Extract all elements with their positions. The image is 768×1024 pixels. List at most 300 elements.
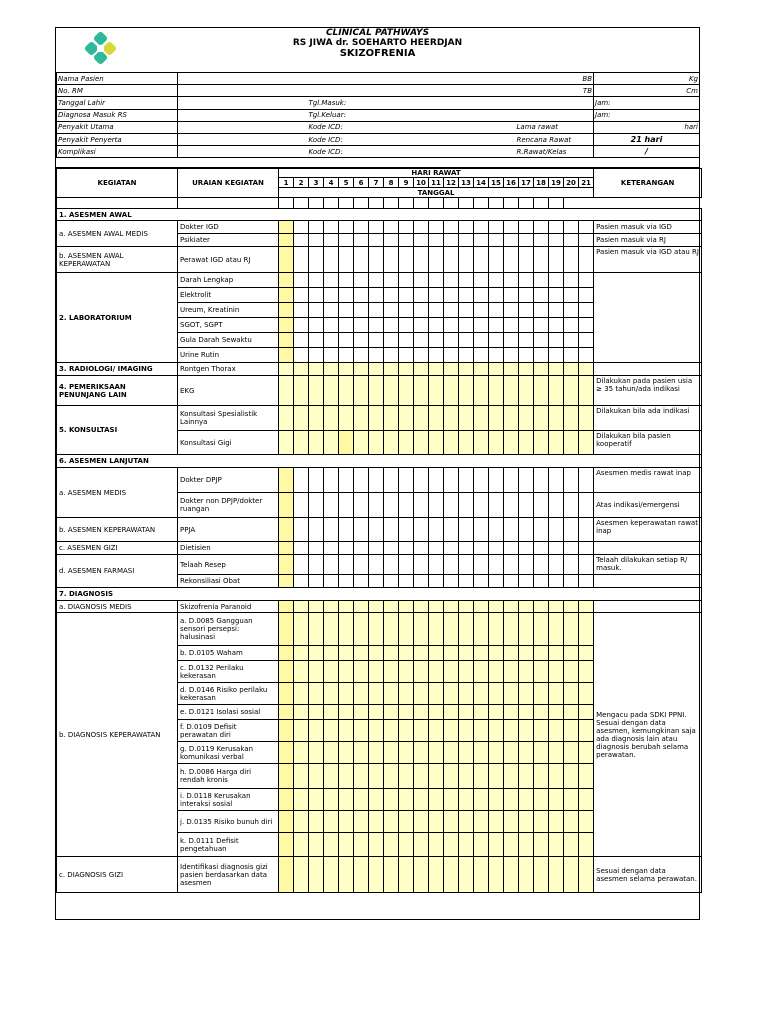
day-cell-4[interactable]	[324, 493, 339, 518]
day-cell-1[interactable]	[279, 318, 294, 333]
day-cell-16[interactable]	[504, 683, 519, 705]
day-cell-1[interactable]	[279, 376, 294, 406]
day-cell-16[interactable]	[504, 555, 519, 575]
day-cell-13[interactable]	[459, 661, 474, 683]
day-cell-2[interactable]	[294, 555, 309, 575]
day-cell-19[interactable]	[549, 575, 564, 588]
day-cell-9[interactable]	[399, 518, 414, 542]
day-cell-13[interactable]	[459, 431, 474, 455]
day-cell-6[interactable]	[354, 555, 369, 575]
day-cell-9[interactable]	[399, 789, 414, 811]
day-cell-16[interactable]	[504, 318, 519, 333]
day-cell-12[interactable]	[444, 273, 459, 288]
day-cell-17[interactable]	[519, 613, 534, 646]
day-cell-19[interactable]	[549, 318, 564, 333]
day-cell-8[interactable]	[384, 234, 399, 247]
day-cell-10[interactable]	[414, 789, 429, 811]
day-cell-20[interactable]	[564, 613, 579, 646]
day-cell-14[interactable]	[474, 833, 489, 857]
day-cell-9[interactable]	[399, 833, 414, 857]
day-cell-12[interactable]	[444, 705, 459, 720]
day-cell-21[interactable]	[579, 493, 594, 518]
day-cell-10[interactable]	[414, 857, 429, 893]
day-cell-11[interactable]	[429, 234, 444, 247]
day-cell-2[interactable]	[294, 764, 309, 789]
day-cell-20[interactable]	[564, 811, 579, 833]
day-cell-19[interactable]	[549, 857, 564, 893]
day-cell-2[interactable]	[294, 288, 309, 303]
day-cell-10[interactable]	[414, 288, 429, 303]
day-cell-13[interactable]	[459, 273, 474, 288]
day-cell-2[interactable]	[294, 789, 309, 811]
day-cell-11[interactable]	[429, 789, 444, 811]
day-cell-8[interactable]	[384, 613, 399, 646]
day-cell-6[interactable]	[354, 431, 369, 455]
day-cell-9[interactable]	[399, 468, 414, 493]
day-cell-20[interactable]	[564, 661, 579, 683]
day-cell-16[interactable]	[504, 811, 519, 833]
day-cell-2[interactable]	[294, 613, 309, 646]
day-cell-4[interactable]	[324, 273, 339, 288]
day-cell-4[interactable]	[324, 431, 339, 455]
day-cell-9[interactable]	[399, 764, 414, 789]
day-cell-1[interactable]	[279, 742, 294, 764]
day-cell-5[interactable]	[339, 273, 354, 288]
day-cell-15[interactable]	[489, 811, 504, 833]
day-cell-5[interactable]	[339, 764, 354, 789]
day-cell-13[interactable]	[459, 857, 474, 893]
day-cell-19[interactable]	[549, 234, 564, 247]
day-cell-21[interactable]	[579, 431, 594, 455]
day-cell-11[interactable]	[429, 542, 444, 555]
day-cell-15[interactable]	[489, 720, 504, 742]
day-cell-20[interactable]	[564, 348, 579, 363]
day-cell-6[interactable]	[354, 288, 369, 303]
day-cell-11[interactable]	[429, 333, 444, 348]
tanggal-cell[interactable]	[504, 198, 519, 209]
day-cell-5[interactable]	[339, 234, 354, 247]
day-cell-6[interactable]	[354, 348, 369, 363]
day-cell-11[interactable]	[429, 764, 444, 789]
day-cell-6[interactable]	[354, 661, 369, 683]
day-cell-1[interactable]	[279, 542, 294, 555]
day-cell-18[interactable]	[534, 542, 549, 555]
day-cell-16[interactable]	[504, 518, 519, 542]
day-cell-7[interactable]	[369, 575, 384, 588]
day-cell-10[interactable]	[414, 431, 429, 455]
day-cell-15[interactable]	[489, 833, 504, 857]
day-cell-19[interactable]	[549, 333, 564, 348]
tanggal-cell[interactable]	[309, 198, 324, 209]
day-cell-5[interactable]	[339, 613, 354, 646]
day-cell-7[interactable]	[369, 273, 384, 288]
day-cell-18[interactable]	[534, 857, 549, 893]
day-cell-1[interactable]	[279, 273, 294, 288]
day-cell-11[interactable]	[429, 493, 444, 518]
day-cell-11[interactable]	[429, 683, 444, 705]
day-cell-21[interactable]	[579, 857, 594, 893]
day-cell-3[interactable]	[309, 303, 324, 318]
day-cell-17[interactable]	[519, 705, 534, 720]
day-cell-9[interactable]	[399, 857, 414, 893]
day-cell-9[interactable]	[399, 575, 414, 588]
day-cell-2[interactable]	[294, 518, 309, 542]
day-cell-6[interactable]	[354, 833, 369, 857]
day-cell-7[interactable]	[369, 303, 384, 318]
day-cell-12[interactable]	[444, 518, 459, 542]
day-cell-17[interactable]	[519, 857, 534, 893]
day-cell-16[interactable]	[504, 646, 519, 661]
day-cell-12[interactable]	[444, 683, 459, 705]
day-cell-11[interactable]	[429, 833, 444, 857]
day-cell-21[interactable]	[579, 646, 594, 661]
tanggal-cell[interactable]	[57, 198, 178, 209]
day-cell-1[interactable]	[279, 833, 294, 857]
day-cell-20[interactable]	[564, 493, 579, 518]
day-cell-14[interactable]	[474, 683, 489, 705]
day-cell-7[interactable]	[369, 234, 384, 247]
day-cell-2[interactable]	[294, 247, 309, 273]
day-cell-16[interactable]	[504, 857, 519, 893]
day-cell-4[interactable]	[324, 705, 339, 720]
day-cell-13[interactable]	[459, 683, 474, 705]
day-cell-15[interactable]	[489, 857, 504, 893]
day-cell-10[interactable]	[414, 468, 429, 493]
day-cell-18[interactable]	[534, 318, 549, 333]
day-cell-10[interactable]	[414, 303, 429, 318]
day-cell-5[interactable]	[339, 705, 354, 720]
tanggal-cell[interactable]	[384, 198, 399, 209]
day-cell-5[interactable]	[339, 811, 354, 833]
day-cell-10[interactable]	[414, 646, 429, 661]
day-cell-7[interactable]	[369, 720, 384, 742]
day-cell-14[interactable]	[474, 431, 489, 455]
day-cell-21[interactable]	[579, 601, 594, 613]
day-cell-5[interactable]	[339, 318, 354, 333]
day-cell-13[interactable]	[459, 646, 474, 661]
day-cell-4[interactable]	[324, 764, 339, 789]
day-cell-14[interactable]	[474, 555, 489, 575]
day-cell-14[interactable]	[474, 646, 489, 661]
day-cell-12[interactable]	[444, 318, 459, 333]
day-cell-2[interactable]	[294, 742, 309, 764]
day-cell-19[interactable]	[549, 683, 564, 705]
day-cell-3[interactable]	[309, 348, 324, 363]
day-cell-14[interactable]	[474, 221, 489, 234]
day-cell-21[interactable]	[579, 318, 594, 333]
day-cell-6[interactable]	[354, 613, 369, 646]
day-cell-6[interactable]	[354, 221, 369, 234]
tanggal-cell[interactable]	[339, 198, 354, 209]
day-cell-18[interactable]	[534, 303, 549, 318]
day-cell-12[interactable]	[444, 348, 459, 363]
day-cell-15[interactable]	[489, 468, 504, 493]
day-cell-18[interactable]	[534, 646, 549, 661]
day-cell-15[interactable]	[489, 613, 504, 646]
day-cell-20[interactable]	[564, 468, 579, 493]
day-cell-5[interactable]	[339, 363, 354, 376]
day-cell-14[interactable]	[474, 288, 489, 303]
day-cell-11[interactable]	[429, 431, 444, 455]
day-cell-20[interactable]	[564, 234, 579, 247]
day-cell-17[interactable]	[519, 406, 534, 431]
day-cell-5[interactable]	[339, 742, 354, 764]
day-cell-9[interactable]	[399, 348, 414, 363]
day-cell-17[interactable]	[519, 234, 534, 247]
day-cell-21[interactable]	[579, 720, 594, 742]
day-cell-15[interactable]	[489, 705, 504, 720]
day-cell-8[interactable]	[384, 468, 399, 493]
day-cell-13[interactable]	[459, 575, 474, 588]
day-cell-2[interactable]	[294, 468, 309, 493]
day-cell-5[interactable]	[339, 468, 354, 493]
day-cell-11[interactable]	[429, 376, 444, 406]
day-cell-6[interactable]	[354, 646, 369, 661]
day-cell-5[interactable]	[339, 518, 354, 542]
day-cell-19[interactable]	[549, 742, 564, 764]
day-cell-5[interactable]	[339, 221, 354, 234]
day-cell-8[interactable]	[384, 789, 399, 811]
day-cell-20[interactable]	[564, 833, 579, 857]
day-cell-16[interactable]	[504, 789, 519, 811]
day-cell-12[interactable]	[444, 613, 459, 646]
day-cell-13[interactable]	[459, 234, 474, 247]
day-cell-7[interactable]	[369, 348, 384, 363]
day-cell-9[interactable]	[399, 273, 414, 288]
day-cell-18[interactable]	[534, 221, 549, 234]
day-cell-1[interactable]	[279, 221, 294, 234]
day-cell-6[interactable]	[354, 789, 369, 811]
day-cell-21[interactable]	[579, 348, 594, 363]
day-cell-21[interactable]	[579, 273, 594, 288]
day-cell-21[interactable]	[579, 613, 594, 646]
day-cell-10[interactable]	[414, 348, 429, 363]
day-cell-8[interactable]	[384, 376, 399, 406]
day-cell-6[interactable]	[354, 857, 369, 893]
day-cell-10[interactable]	[414, 833, 429, 857]
day-cell-3[interactable]	[309, 857, 324, 893]
day-cell-14[interactable]	[474, 333, 489, 348]
day-cell-18[interactable]	[534, 273, 549, 288]
day-cell-12[interactable]	[444, 376, 459, 406]
day-cell-15[interactable]	[489, 542, 504, 555]
day-cell-21[interactable]	[579, 288, 594, 303]
day-cell-4[interactable]	[324, 363, 339, 376]
day-cell-4[interactable]	[324, 646, 339, 661]
day-cell-17[interactable]	[519, 555, 534, 575]
day-cell-1[interactable]	[279, 575, 294, 588]
day-cell-20[interactable]	[564, 406, 579, 431]
day-cell-21[interactable]	[579, 742, 594, 764]
day-cell-5[interactable]	[339, 833, 354, 857]
day-cell-3[interactable]	[309, 789, 324, 811]
day-cell-9[interactable]	[399, 318, 414, 333]
day-cell-8[interactable]	[384, 601, 399, 613]
day-cell-6[interactable]	[354, 601, 369, 613]
tanggal-cell[interactable]	[519, 198, 534, 209]
day-cell-6[interactable]	[354, 493, 369, 518]
day-cell-8[interactable]	[384, 742, 399, 764]
day-cell-10[interactable]	[414, 376, 429, 406]
day-cell-20[interactable]	[564, 542, 579, 555]
day-cell-5[interactable]	[339, 646, 354, 661]
day-cell-4[interactable]	[324, 406, 339, 431]
day-cell-13[interactable]	[459, 555, 474, 575]
day-cell-16[interactable]	[504, 221, 519, 234]
day-cell-9[interactable]	[399, 333, 414, 348]
day-cell-6[interactable]	[354, 247, 369, 273]
day-cell-9[interactable]	[399, 247, 414, 273]
day-cell-12[interactable]	[444, 601, 459, 613]
day-cell-9[interactable]	[399, 234, 414, 247]
day-cell-1[interactable]	[279, 288, 294, 303]
day-cell-3[interactable]	[309, 661, 324, 683]
day-cell-6[interactable]	[354, 575, 369, 588]
day-cell-14[interactable]	[474, 493, 489, 518]
day-cell-20[interactable]	[564, 555, 579, 575]
day-cell-1[interactable]	[279, 431, 294, 455]
day-cell-7[interactable]	[369, 705, 384, 720]
day-cell-16[interactable]	[504, 376, 519, 406]
day-cell-19[interactable]	[549, 518, 564, 542]
day-cell-13[interactable]	[459, 318, 474, 333]
day-cell-12[interactable]	[444, 575, 459, 588]
day-cell-17[interactable]	[519, 683, 534, 705]
day-cell-1[interactable]	[279, 646, 294, 661]
day-cell-14[interactable]	[474, 406, 489, 431]
day-cell-20[interactable]	[564, 431, 579, 455]
day-cell-7[interactable]	[369, 431, 384, 455]
day-cell-3[interactable]	[309, 542, 324, 555]
tanggal-cell[interactable]	[399, 198, 414, 209]
day-cell-8[interactable]	[384, 273, 399, 288]
day-cell-8[interactable]	[384, 518, 399, 542]
day-cell-20[interactable]	[564, 273, 579, 288]
day-cell-2[interactable]	[294, 431, 309, 455]
day-cell-9[interactable]	[399, 646, 414, 661]
day-cell-14[interactable]	[474, 376, 489, 406]
day-cell-13[interactable]	[459, 518, 474, 542]
day-cell-9[interactable]	[399, 720, 414, 742]
day-cell-13[interactable]	[459, 601, 474, 613]
day-cell-19[interactable]	[549, 601, 564, 613]
day-cell-21[interactable]	[579, 376, 594, 406]
day-cell-13[interactable]	[459, 288, 474, 303]
day-cell-15[interactable]	[489, 431, 504, 455]
day-cell-2[interactable]	[294, 705, 309, 720]
day-cell-11[interactable]	[429, 705, 444, 720]
day-cell-20[interactable]	[564, 221, 579, 234]
day-cell-19[interactable]	[549, 764, 564, 789]
day-cell-15[interactable]	[489, 661, 504, 683]
day-cell-19[interactable]	[549, 288, 564, 303]
day-cell-19[interactable]	[549, 789, 564, 811]
day-cell-18[interactable]	[534, 555, 549, 575]
day-cell-2[interactable]	[294, 601, 309, 613]
day-cell-21[interactable]	[579, 661, 594, 683]
day-cell-2[interactable]	[294, 221, 309, 234]
day-cell-17[interactable]	[519, 833, 534, 857]
day-cell-2[interactable]	[294, 833, 309, 857]
day-cell-13[interactable]	[459, 720, 474, 742]
day-cell-4[interactable]	[324, 857, 339, 893]
day-cell-16[interactable]	[504, 468, 519, 493]
day-cell-7[interactable]	[369, 493, 384, 518]
tanggal-cell[interactable]	[459, 198, 474, 209]
day-cell-6[interactable]	[354, 518, 369, 542]
day-cell-8[interactable]	[384, 705, 399, 720]
day-cell-14[interactable]	[474, 661, 489, 683]
day-cell-4[interactable]	[324, 720, 339, 742]
day-cell-1[interactable]	[279, 764, 294, 789]
day-cell-16[interactable]	[504, 431, 519, 455]
day-cell-12[interactable]	[444, 363, 459, 376]
tanggal-cell[interactable]	[429, 198, 444, 209]
day-cell-16[interactable]	[504, 333, 519, 348]
day-cell-5[interactable]	[339, 303, 354, 318]
day-cell-3[interactable]	[309, 720, 324, 742]
day-cell-14[interactable]	[474, 273, 489, 288]
day-cell-7[interactable]	[369, 518, 384, 542]
day-cell-6[interactable]	[354, 742, 369, 764]
day-cell-3[interactable]	[309, 613, 324, 646]
day-cell-10[interactable]	[414, 234, 429, 247]
day-cell-8[interactable]	[384, 247, 399, 273]
day-cell-12[interactable]	[444, 468, 459, 493]
day-cell-17[interactable]	[519, 303, 534, 318]
day-cell-4[interactable]	[324, 683, 339, 705]
day-cell-21[interactable]	[579, 333, 594, 348]
day-cell-8[interactable]	[384, 493, 399, 518]
day-cell-17[interactable]	[519, 720, 534, 742]
day-cell-7[interactable]	[369, 333, 384, 348]
day-cell-16[interactable]	[504, 613, 519, 646]
day-cell-12[interactable]	[444, 555, 459, 575]
day-cell-20[interactable]	[564, 789, 579, 811]
day-cell-18[interactable]	[534, 789, 549, 811]
day-cell-5[interactable]	[339, 601, 354, 613]
day-cell-8[interactable]	[384, 431, 399, 455]
day-cell-7[interactable]	[369, 764, 384, 789]
day-cell-14[interactable]	[474, 742, 489, 764]
day-cell-3[interactable]	[309, 493, 324, 518]
day-cell-7[interactable]	[369, 221, 384, 234]
day-cell-17[interactable]	[519, 247, 534, 273]
day-cell-6[interactable]	[354, 303, 369, 318]
day-cell-10[interactable]	[414, 333, 429, 348]
day-cell-1[interactable]	[279, 613, 294, 646]
day-cell-13[interactable]	[459, 303, 474, 318]
day-cell-15[interactable]	[489, 348, 504, 363]
tanggal-cell[interactable]	[324, 198, 339, 209]
day-cell-16[interactable]	[504, 542, 519, 555]
day-cell-18[interactable]	[534, 720, 549, 742]
day-cell-8[interactable]	[384, 833, 399, 857]
day-cell-10[interactable]	[414, 601, 429, 613]
day-cell-1[interactable]	[279, 234, 294, 247]
day-cell-11[interactable]	[429, 555, 444, 575]
day-cell-20[interactable]	[564, 601, 579, 613]
day-cell-3[interactable]	[309, 601, 324, 613]
day-cell-5[interactable]	[339, 493, 354, 518]
day-cell-20[interactable]	[564, 720, 579, 742]
day-cell-5[interactable]	[339, 555, 354, 575]
day-cell-13[interactable]	[459, 542, 474, 555]
tanggal-cell[interactable]	[549, 198, 564, 209]
day-cell-8[interactable]	[384, 646, 399, 661]
day-cell-1[interactable]	[279, 468, 294, 493]
day-cell-7[interactable]	[369, 601, 384, 613]
